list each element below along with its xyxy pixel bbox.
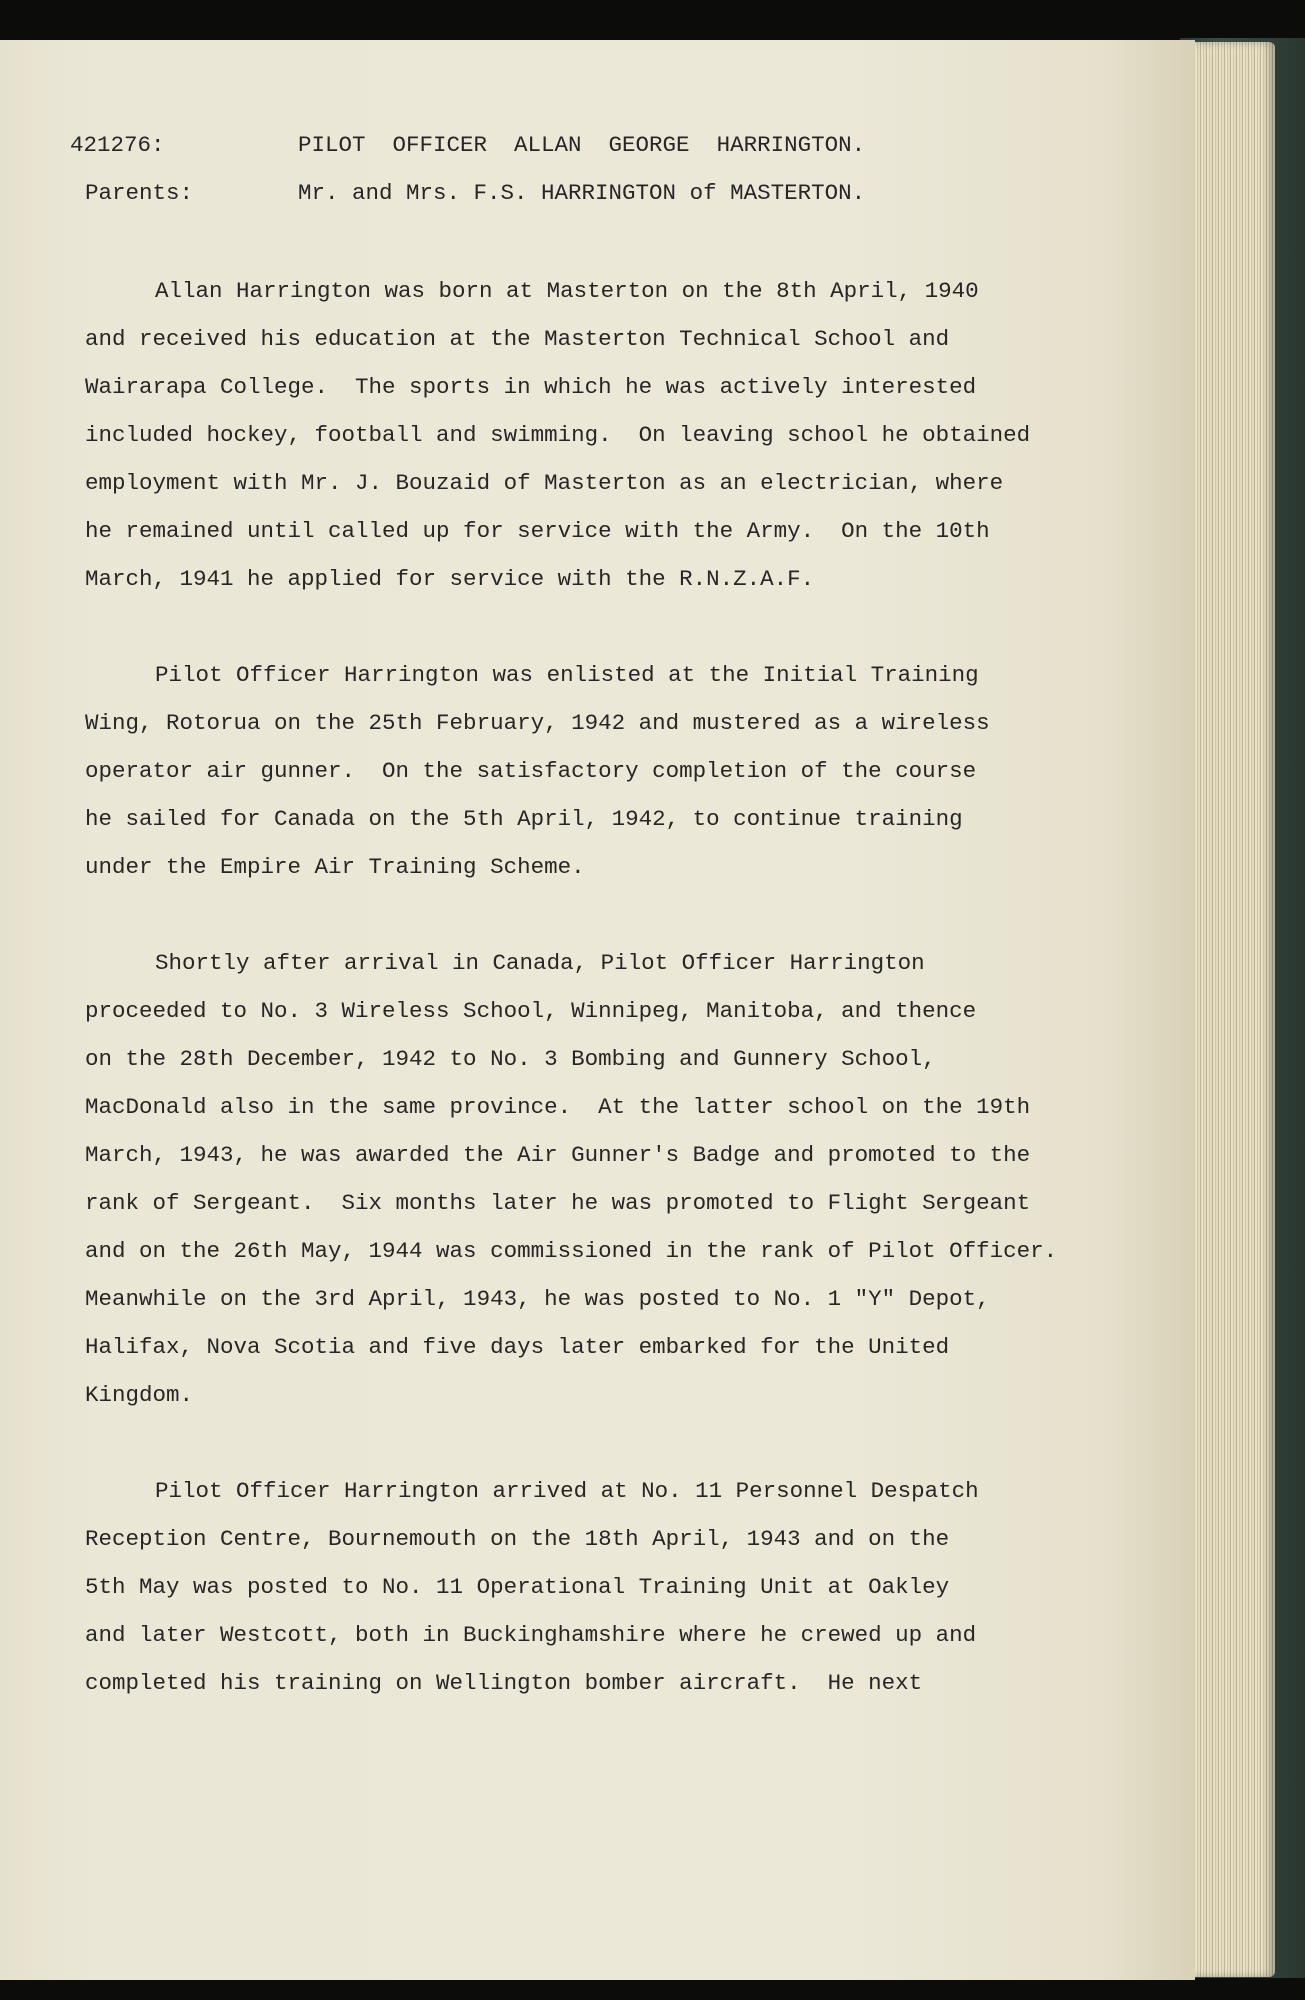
- paragraph-line: and received his education at the Masterton Technical School and: [85, 326, 950, 352]
- paragraph-line: and later Westcott, both in Buckinghamshire where he crewed up and: [85, 1622, 977, 1648]
- paragraph-line: Wing, Rotorua on the 25th February, 1942 and mustered as a wireless: [85, 710, 990, 736]
- paragraph-line: Meanwhile on the 3rd April, 1943, he was posted to No. 1 "Y" Depot,: [85, 1286, 990, 1312]
- paragraph-line: employment with Mr. J. Bouzaid of Masterton as an electrician, where: [85, 470, 1004, 496]
- paragraph-line: Pilot Officer Harrington was enlisted at the Initial Training: [155, 662, 979, 688]
- paragraph-line: Wairarapa College. The sports in which he was actively interested: [85, 374, 977, 400]
- paragraph-line: included hockey, football and swimming. On leaving school he obtained: [85, 422, 1031, 448]
- paragraph-line: and on the 26th May, 1944 was commissioned in the rank of Pilot Officer.: [85, 1238, 1058, 1264]
- paragraph-line: completed his training on Wellington bomber aircraft. He next: [85, 1670, 923, 1696]
- paragraph-line: MacDonald also in the same province. At the latter school on the 19th: [85, 1094, 1031, 1120]
- paragraph-line: under the Empire Air Training Scheme.: [85, 854, 585, 880]
- parents-label: Parents:: [85, 180, 194, 206]
- paragraph-line: Halifax, Nova Scotia and five days later embarked for the United: [85, 1334, 950, 1360]
- paragraph-line: Kingdom.: [85, 1382, 194, 1408]
- paragraph-line: operator air gunner. On the satisfactory completion of the course: [85, 758, 977, 784]
- service-number: 421276:: [70, 132, 165, 158]
- paragraph-line: Pilot Officer Harrington arrived at No. 11 Personnel Despatch: [155, 1478, 979, 1504]
- paragraph-line: he sailed for Canada on the 5th April, 1942, to continue training: [85, 806, 963, 832]
- paragraph-line: Shortly after arrival in Canada, Pilot Officer Harrington: [155, 950, 925, 976]
- paragraph-line: March, 1943, he was awarded the Air Gunner's Badge and promoted to the: [85, 1142, 1031, 1168]
- paragraph-line: Reception Centre, Bournemouth on the 18th April, 1943 and on the: [85, 1526, 950, 1552]
- paragraph-line: rank of Sergeant. Six months later he was promoted to Flight Sergeant: [85, 1190, 1031, 1216]
- parents-value: Mr. and Mrs. F.S. HARRINGTON of MASTERTON.: [298, 180, 866, 206]
- paragraph-line: Allan Harrington was born at Masterton on the 8th April, 1940: [155, 278, 979, 304]
- document-page: [0, 40, 1195, 1980]
- typed-text: [0, 40, 1195, 1980]
- paragraph-line: on the 28th December, 1942 to No. 3 Bombing and Gunnery School,: [85, 1046, 936, 1072]
- paragraph-line: 5th May was posted to No. 11 Operational Training Unit at Oakley: [85, 1574, 950, 1600]
- paragraph-line: proceeded to No. 3 Wireless School, Winnipeg, Manitoba, and thence: [85, 998, 977, 1024]
- paragraph-line: he remained until called up for service with the Army. On the 10th: [85, 518, 990, 544]
- officer-name: PILOT OFFICER ALLAN GEORGE HARRINGTON.: [298, 132, 866, 158]
- paragraph-line: March, 1941 he applied for service with the R.N.Z.A.F.: [85, 566, 815, 592]
